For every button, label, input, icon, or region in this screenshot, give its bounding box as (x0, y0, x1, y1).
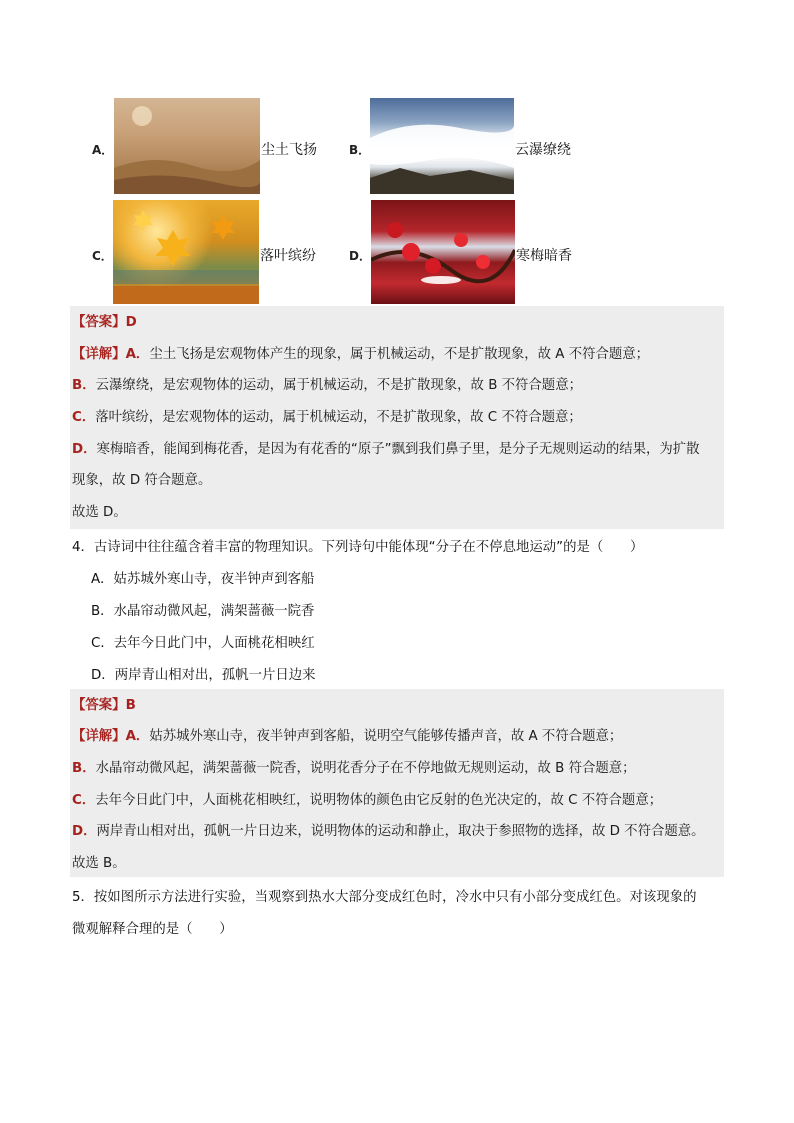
plum-blossom-image (371, 200, 515, 304)
option-a-letter: A． (92, 143, 114, 157)
detail-line-2: B．水晶帘动微风起，满架蔷薇一院香，说明花香分子在不停地做无规则运动，故 B 符合题意； (72, 761, 636, 776)
question-5-line-1: 5．按如图所示方法进行实验，当观察到热水大部分变成红色时，冷水中只有小部分变成红色。对该现象的 (72, 890, 697, 905)
cloud-mountain-icon (370, 98, 514, 194)
dust-storm-image (114, 98, 260, 194)
answer-line-q3 (72, 313, 137, 333)
desert-dunes-icon (114, 98, 260, 194)
detail-line-4: D．寒梅暗香，能闻到梅花香，是因为有花香的“原子”飘到我们鼻子里，是分子无规则运动的结果，为扩散 (72, 442, 700, 457)
cloud-waterfall-image (370, 98, 514, 194)
plum-blossom-icon (371, 200, 515, 304)
answer-value: B (125, 698, 136, 713)
option-b-letter: B． (349, 143, 371, 157)
question-4-option-d: D．两岸青山相对出，孤帆一片日边来 (91, 668, 316, 683)
falling-leaves-image (113, 200, 259, 304)
option-c-letter: C． (92, 249, 113, 263)
question-4-option-a: A．姑苏城外寒山寺，夜半钟声到客船 (91, 572, 315, 587)
detail-line-3: C．落叶缤纷，是宏观物体的运动，属于机械运动，不是扩散现象，故 C 不符合题意； (72, 410, 582, 425)
option-b-label: 云瀑缭绕 (515, 142, 571, 158)
detail-text: A．姑苏城外寒山寺，夜半钟声到客船，说明空气能够传播声音，故 A 不符合题意； (125, 729, 623, 744)
answer-tag: 【答案】 (72, 698, 126, 713)
option-d-letter: D． (349, 249, 371, 263)
detail-tag: 【详解】 (72, 347, 126, 362)
detail-line-3: C．去年今日此门中，人面桃花相映红，说明物体的颜色由它反射的色光决定的，故 C 不符合题意； (72, 793, 663, 808)
detail-text: A．尘土飞扬是宏观物体产生的现象，属于机械运动，不是扩散现象，故 A 不符合题意； (125, 347, 650, 362)
detail-line-2: B．云瀑缭绕，是宏观物体的运动，属于机械运动，不是扩散现象，故 B 不符合题意； (72, 378, 582, 393)
question-5-line-2: 微观解释合理的是（ ） (72, 922, 233, 937)
option-d-label: 寒梅暗香 (516, 248, 572, 264)
option-a-label: 尘土飞扬 (261, 142, 317, 158)
answer-tag: 【答案】 (72, 315, 126, 330)
question-4-stem: 4．古诗词中往往蕴含着丰富的物理知识。下列诗句中能体现“分子在不停息地运动”的是（ ） (72, 540, 644, 555)
detail-line-1 (72, 345, 649, 365)
answer-box-q4 (70, 689, 724, 877)
detail-tag: 【详解】 (72, 729, 126, 744)
answer-value: D (125, 315, 137, 330)
detail-line-1 (72, 727, 622, 747)
maple-leaves-icon (113, 200, 259, 304)
question-4-option-c: C．去年今日此门中，人面桃花相映红 (91, 636, 315, 651)
detail-line-5: 现象，故 D 符合题意。 (72, 473, 212, 488)
question-4-option-b: B．水晶帘动微风起，满架蔷薇一院香 (91, 604, 315, 619)
answer-line-q4 (72, 696, 136, 716)
detail-line-6: 故选 D。 (72, 505, 127, 520)
detail-line-5: 故选 B。 (72, 856, 126, 871)
option-c-label: 落叶缤纷 (260, 248, 316, 264)
detail-line-4: D．两岸青山相对出，孤帆一片日边来，说明物体的运动和静止，取决于参照物的选择，故 D 不符合题意。 (72, 824, 705, 839)
